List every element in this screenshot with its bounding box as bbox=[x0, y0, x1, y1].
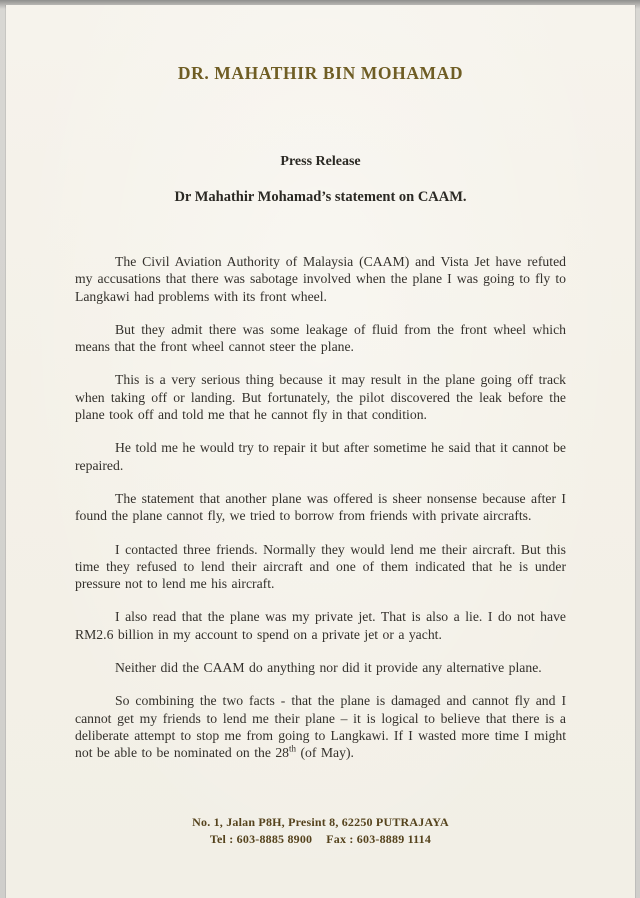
footer-contact bbox=[75, 831, 566, 848]
paragraph-with-superscript bbox=[75, 692, 566, 761]
paragraph: I also read that the plane was my private jet. That is also a lie. I do not have RM2.6 billion in my account to spend on a private jet or a yacht. bbox=[75, 609, 566, 642]
paragraph: He told me he would try to repair it but after sometime he said that it cannot be repaired. bbox=[75, 440, 566, 473]
paragraph: But they admit there was some leakage of fluid from the front wheel which means that the front wheel cannot steer the plane. bbox=[75, 321, 566, 355]
paragraph: The Civil Aviation Authority of Malaysia (CAAM) and Vista Jet have refuted my accusations that there was sabotage involved when the plane I was going to fly to Langkawi had problems with its front wheel. bbox=[75, 254, 566, 304]
letter-page bbox=[6, 5, 635, 898]
footer-tel: Tel : 603-8885 8900 bbox=[209, 831, 313, 846]
paragraph: I contacted three friends. Normally they would lend me their aircraft. But this time they refused to lend their aircraft and one of them indicated that he is under pressure not to lend me his aircraft. bbox=[75, 541, 566, 592]
letter-body bbox=[75, 253, 566, 762]
paragraph: The statement that another plane was offered is sheer nonsense because after I found the plane cannot fly, we tried to borrow from friends with private aircrafts. bbox=[75, 490, 566, 524]
paragraph-text: (of May). bbox=[296, 745, 354, 761]
ordinal-superscript: th bbox=[289, 743, 297, 754]
press-release-label: Press Release bbox=[280, 154, 361, 169]
footer-fax: Fax : 603-8889 1114 bbox=[326, 831, 432, 846]
paragraph: Neither did the CAAM do anything nor did it provide any alternative plane. bbox=[115, 660, 542, 676]
letter-footer bbox=[75, 814, 566, 848]
paragraph-text: So combining the two facts - that the plane is damaged and cannot fly and I cannot get my friends to lend me their plane – it is logical to believe that there is a deliberate attempt to stop me from going to Langkawi. If I wasted more time I might not be able to be nominated on the 28 bbox=[75, 693, 566, 761]
statement-subtitle: Dr Mahathir Mohamad’s statement on CAAM. bbox=[174, 189, 467, 205]
paragraph: This is a very serious thing because it may result in the plane going off track when taking off or landing. But fortunately, the pilot discovered the leak before the plane took off and told me that he cannot fly in that condition. bbox=[75, 372, 566, 423]
footer-address: No. 1, Jalan P8H, Presint 8, 62250 PUTRAJAYA bbox=[192, 814, 449, 829]
letterhead-title: DR. MAHATHIR BIN MOHAMAD bbox=[177, 63, 464, 83]
